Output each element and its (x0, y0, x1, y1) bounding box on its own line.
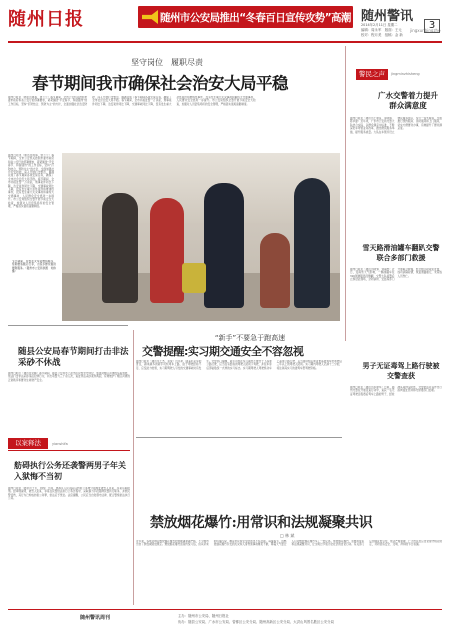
meta-line-2: 编辑：周永军 版面：王元 (361, 28, 402, 32)
brief-left-body: 随州日报讯（通讯员吴静）春节期间，随县公安局水上派出所民警坚守岗位，加强对辖区河道的巡查管控，依法打击非法采砂违法犯罪行为，共出动警力三十余人次，查处非法采砂案件两起，有效维护了辖区河道的正常秩序和群众生命财产安全。 (8, 372, 130, 382)
banner-strip (138, 6, 353, 28)
traffic-body: 随州日报讯（通讯员王杰、李成）近年来，随着私家车的普及，越来越多的新手司机驾车上路，由于驾驶经验不足、应变能力较弱，实习期驾驶人引发的交通事故时有发生。交警部门提醒，新手司机在实习期内不要急于上高速公路行驶，应当在有经验的驾驶人陪同下驾驶，并在车身后部粘贴统一式样的实习标志。实习期驾驶人驾驶机动车上高速公路行驶，应当由持相应或者更高准驾车型驾驶证三年以上的驾驶人陪同。实习期内驾驶人记满十二分的，将注销其实习的准驾车型驾驶资格。 (136, 360, 342, 370)
right-article3-body: 随州日报讯（通讯员李建华）日前，随州交警在开展夜查行动中，查获一名无证驾驶且吸毒后驾车上路的男子，经检测其尿样呈阳性，交警依法对其作出行政拘留处罚并移交禁毒部门处理。 (350, 386, 442, 396)
police-figure (204, 183, 244, 308)
right-article2-body: 随州日报讯（通讯员明黎、刘丽姣）近日，受雨雪天气影响，一辆油罐车在316国道随县段侧翻，交警大队接警后立即赶赴现场，会同消防、安监等部门开展联合救援，经过数小时紧张处置，成功消除险情，恢复道路通行，未造成人员伤亡。 (350, 268, 442, 282)
bottom-article-rule (136, 437, 342, 438)
meta-line-3: 校对：程月美 组稿：金 新 (361, 33, 403, 37)
column-divider (345, 46, 346, 341)
column-divider (133, 330, 134, 605)
lead-kicker: 坚守岗位 履职尽责 (131, 58, 203, 67)
lead-body-top: 随州日报讯（通讯员周承、曾兰兰）春节期间，全市公安机关按照市委市政府和省公安厅的部署要求，紧紧围绕“平安春节、和谐随州”的工作目标，坚持“打防结合、预防为主”的方针，全面加强社会治安防控，深入开展打击整治，圆满完成了春节期间各项安保任务，确保了全市社会治安大局平稳。春节期间，全市共接处警一万余起，刑事案件同比下降，治安案件同比下降，交通事故同比下降，没有发生重大恶性案件和群体性事件，没有发生重大火灾事故和重特大交通事故，人民群众安全感进一步提升。市公安局组织全警开展节前安全大检查，加强对人员密集场所的安全管理，严格落实值班备勤制度。 (8, 96, 256, 106)
bottom-byline: □ 林 斌 (280, 533, 295, 538)
section-latin: jingxunbingzhe (410, 28, 441, 33)
right-article1-body: 随州日报讯（通讯员王唐良、李明辉、陈华建）近年来，广水市公安局交警大队结合实际，以群众满意为标准，不断深化车驾管业务改革，推出便民服务举措，提升服务质量。大队在车管所设立便民服务窗口，实行一站式服务，全面推行预约服务、延时服务和上门服务，切实方便群众办事，有效提升了群众满意度。 (350, 117, 442, 134)
masthead (0, 0, 450, 44)
brief-rule (8, 325, 128, 326)
legal-label: 以案释法 (8, 438, 48, 449)
traffic-kicker: “新手”不要急于跑高速 (214, 334, 286, 342)
legal-body: 随州日报讯（通讯员王芳、刘成）日前，曾都区人民法院以妨害公务罪分别判处被告人张某、李某有期徒刑。经审理查明，被告人张某、李某在民警依法执行公务过程中，采取暴力手段阻碍民警执行职务，并致民警受伤，其行为已构成妨害公务罪，依法应予惩处。法官提醒，公民应当自觉遵守法律，配合警察依法执行公务。 (8, 487, 130, 501)
footer-mid-2: 协办：随县公安局、广水市公安局、曾都区公安分局、随州高新区公安分局、大洪山风景名胜区公安分局 (178, 620, 334, 624)
traffic-headline: 交警提醒:实习期交通安全不容忽视 (142, 345, 304, 358)
person-figure (150, 198, 184, 303)
bottom-body: 近年来，各地对城区燃放烟花爆竹的管理越来越严格，不少城市出台了禁放或限放规定。燃放烟花爆竹虽是传统习俗，但其带来的环境污染、噪音扰民和安全隐患也不容忽视。每逢春节，因燃放烟花爆竹引发的火灾和人身伤害事故屡见不鲜，雾霾天气更让人们对燃放烟花爆竹多了一份反思。禁放烟花爆竹，需要用常识和法规凝聚共识，让文明过节成为全社会的自觉行动。有关部门应加强宣传引导，依法严格管理，广大市民也应自觉遵守相关规定，共同营造安全、文明、祥和的节日氛围。 (136, 540, 442, 547)
brief-left-headline: 随县公安局春节期间打击非法采砂不休战 (18, 347, 129, 368)
trumpet-icon (142, 10, 158, 24)
right-article3-title: 男子无证毒驾上路行驶被交警查获 (362, 362, 440, 380)
right-tag-latin: jingminzhisheng (391, 72, 420, 76)
right-tag: 警民之声 (356, 69, 388, 80)
lead-body-left: 随州日报讯（通讯员周承、曾兰兰）春节期间，全市公安机关按照市委市政府和省公安厅的部署要求，紧紧围绕“平安春节、和谐随州”的工作目标，坚持“打防结合、预防为主”的方针，全面加强社会治安防控，深入开展打击整治，圆满完成了春节期间各项安保任务，确保了全市社会治安大局平稳。春节期间，全市共接处警一万余起，刑事案件同比下降，治安案件同比下降，交通事故同比下降，没有发生重大恶性案件和群体性事件，没有发生重大火灾事故和重特大交通事故，人民群众安全感进一步提升。市公安局组织全警开展节前安全大检查，加强对人员密集场所的安全管理，严格落实值班备勤制度。 (8, 154, 54, 209)
right-article1-title: 广水交警着力提升群众满意度 (378, 91, 438, 110)
person-figure (102, 193, 138, 303)
footer-left: 随州警讯周刊 (80, 615, 111, 621)
masthead-rule (8, 41, 442, 43)
child-figure (260, 233, 290, 308)
legal-rule (8, 450, 130, 451)
lead-photo (62, 153, 340, 321)
section-title: 随州警讯 (361, 9, 414, 24)
banner-text: 随州市公安局推出“冬春百日宣传攻势”高潮 (160, 12, 351, 24)
police-figure (294, 178, 330, 308)
right-article2-title: 雪天路滑油罐车翻趴交警联合多部门救援 (362, 244, 440, 262)
legal-label-latin: yianshifa (52, 442, 68, 446)
luggage (182, 263, 206, 293)
legal-headline: 舫碍执行公务还袭警两男子年关入狱悔不当初 (14, 461, 126, 481)
meta-line-1: 2014年2月11日 星期二 (361, 23, 398, 27)
bottom-headline: 禁放烟花爆竹:用常识和法规凝聚共识 (150, 515, 373, 531)
footer-rule (8, 609, 442, 610)
page-number: 3 (424, 19, 440, 33)
paper-name: 随州日报 (8, 9, 84, 30)
lead-photo-caption: 节日期间，民警在火车站维持秩序，帮助旅客搬运行李，为返乡群众提供便利服务。（随州市公安局供图 刘伟 摄） (12, 260, 56, 274)
footer-mid-1: 主办：随州市公安局、随州日报社 (178, 614, 229, 618)
lead-headline: 春节期间我市确保社会治安大局平稳 (32, 74, 288, 93)
